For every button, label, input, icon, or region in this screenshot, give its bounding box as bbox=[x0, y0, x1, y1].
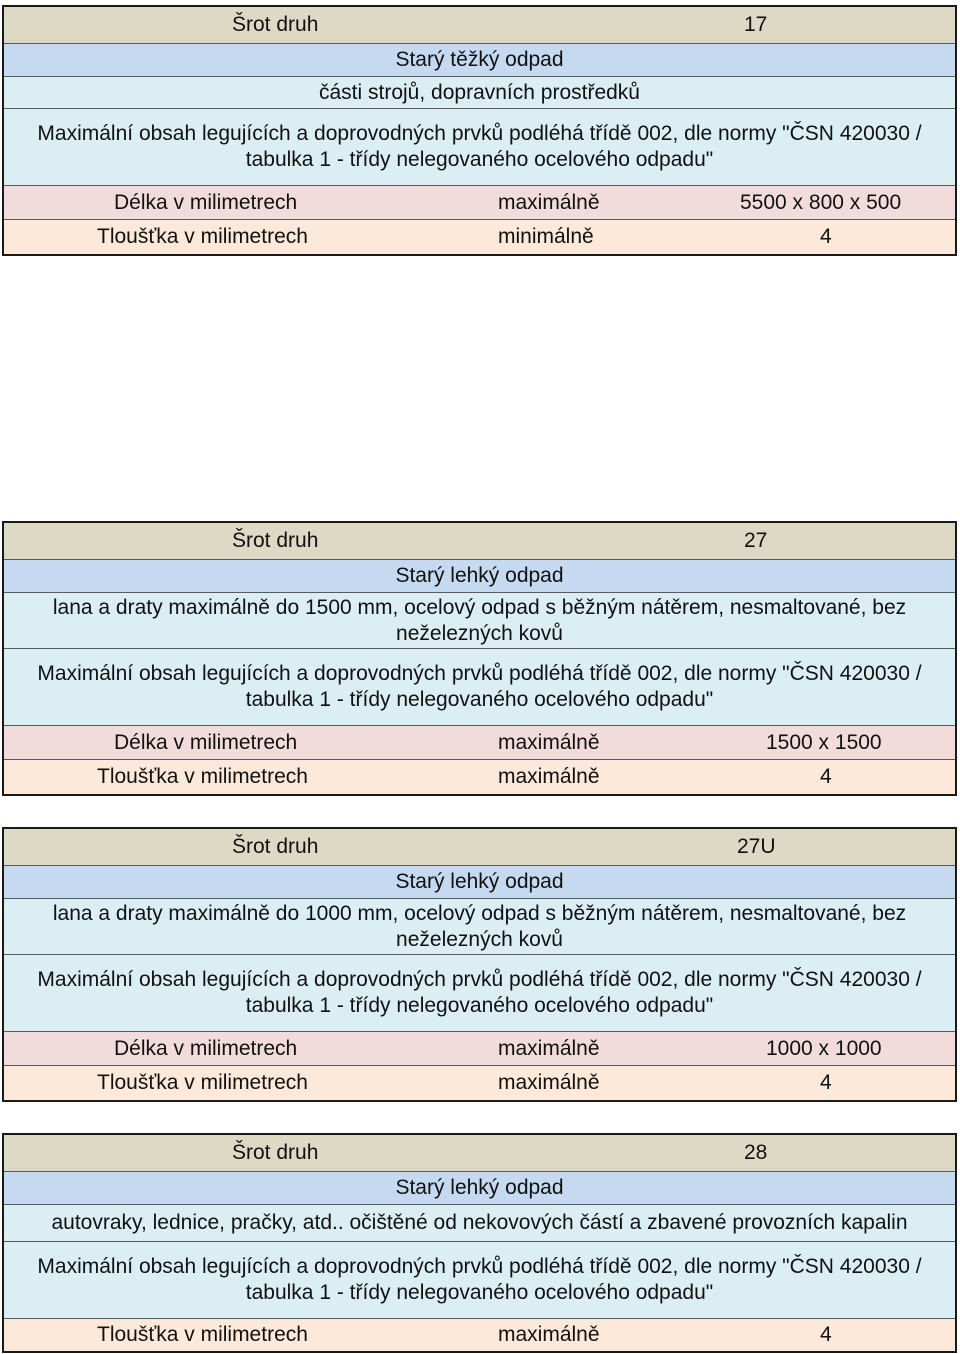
thickness-qualifier: maximálně bbox=[498, 1071, 600, 1094]
scrap-type-label: Šrot druh bbox=[232, 835, 319, 858]
length-label: Délka v milimetrech bbox=[114, 190, 298, 214]
length-qualifier: maximálně bbox=[498, 730, 600, 754]
material-row bbox=[4, 899, 955, 955]
composition-row bbox=[4, 109, 955, 186]
scrap-type-row bbox=[4, 523, 955, 560]
waste-category-row bbox=[4, 866, 955, 899]
length-row bbox=[4, 1032, 955, 1066]
thickness-qualifier: maximálně bbox=[498, 1323, 600, 1346]
composition-note: Maximální obsah legujících a doprovodných prvků podléhá třídě 002, dle normy "ČSN 420030 / tabulka 1 - třídy nelegovaného ocelového odpadu" bbox=[37, 1255, 922, 1304]
thickness-qualifier: minimálně bbox=[498, 225, 594, 248]
length-value: 5500 x 800 x 500 bbox=[740, 190, 902, 214]
length-label: Délka v milimetrech bbox=[114, 1036, 298, 1060]
thickness-label: Tloušťka v milimetrech bbox=[97, 1071, 308, 1094]
length-row bbox=[4, 726, 955, 760]
waste-category-row bbox=[4, 560, 955, 593]
composition-note: Maximální obsah legujících a doprovodných prvků podléhá třídě 002, dle normy "ČSN 420030 / tabulka 1 - třídy nelegovaného ocelového odpadu" bbox=[37, 968, 922, 1017]
composition-row bbox=[4, 1242, 955, 1319]
length-label: Délka v milimetrech bbox=[114, 730, 298, 754]
scrap-type-number: 27U bbox=[737, 835, 776, 858]
thickness-row bbox=[4, 760, 955, 794]
thickness-value: 4 bbox=[820, 765, 832, 788]
scrap-block-28 bbox=[2, 1133, 957, 1353]
material-row bbox=[4, 77, 955, 109]
thickness-qualifier: maximálně bbox=[498, 765, 600, 788]
waste-category: Starý lehký odpad bbox=[395, 564, 564, 587]
length-qualifier: maximálně bbox=[498, 1036, 600, 1060]
material-description: autovraky, lednice, pračky, atd.. očištěné od nekovových částí a zbavené provozních kapalin bbox=[51, 1211, 908, 1234]
composition-row bbox=[4, 649, 955, 726]
scrap-type-row bbox=[4, 7, 955, 44]
thickness-row bbox=[4, 1066, 955, 1100]
material-description: části strojů, dopravních prostředků bbox=[319, 80, 640, 104]
scrap-type-row bbox=[4, 1135, 955, 1172]
scrap-type-label: Šrot druh bbox=[232, 529, 319, 552]
scrap-type-number: 27 bbox=[744, 529, 768, 552]
thickness-value: 4 bbox=[820, 225, 832, 248]
thickness-label: Tloušťka v milimetrech bbox=[97, 765, 308, 788]
scrap-block-17 bbox=[2, 5, 957, 256]
thickness-label: Tloušťka v milimetrech bbox=[97, 1323, 308, 1346]
waste-category: Starý těžký odpad bbox=[395, 48, 564, 71]
scrap-type-number: 28 bbox=[744, 1141, 768, 1164]
scrap-block-27u bbox=[2, 827, 957, 1102]
scrap-block-27 bbox=[2, 521, 957, 796]
composition-note: Maximální obsah legujících a doprovodných prvků podléhá třídě 002, dle normy "ČSN 420030 / tabulka 1 - třídy nelegovaného ocelového odpadu" bbox=[37, 662, 922, 711]
waste-category-row bbox=[4, 1172, 955, 1205]
length-row bbox=[4, 186, 955, 220]
thickness-row bbox=[4, 220, 955, 254]
composition-row bbox=[4, 955, 955, 1032]
material-description: lana a draty maximálně do 1000 mm, ocelový odpad s běžným nátěrem, nesmaltované, bez neželezných kovů bbox=[52, 901, 907, 951]
thickness-row bbox=[4, 1319, 955, 1351]
scrap-type-label: Šrot druh bbox=[232, 13, 319, 36]
thickness-label: Tloušťka v milimetrech bbox=[97, 225, 308, 248]
material-row bbox=[4, 1205, 955, 1242]
scrap-type-label: Šrot druh bbox=[232, 1141, 319, 1164]
composition-note: Maximální obsah legujících a doprovodných prvků podléhá třídě 002, dle normy "ČSN 420030 / tabulka 1 - třídy nelegovaného ocelového odpadu" bbox=[37, 122, 922, 171]
length-value: 1000 x 1000 bbox=[766, 1036, 882, 1060]
thickness-value: 4 bbox=[820, 1071, 832, 1094]
length-value: 1500 x 1500 bbox=[766, 730, 882, 754]
material-row bbox=[4, 593, 955, 649]
length-qualifier: maximálně bbox=[498, 190, 600, 214]
thickness-value: 4 bbox=[820, 1323, 832, 1346]
material-description: lana a draty maximálně do 1500 mm, ocelový odpad s běžným nátěrem, nesmaltované, bez neželezných kovů bbox=[52, 595, 907, 645]
waste-category-row bbox=[4, 44, 955, 77]
waste-category: Starý lehký odpad bbox=[395, 1176, 564, 1199]
waste-category: Starý lehký odpad bbox=[395, 870, 564, 893]
scrap-type-number: 17 bbox=[744, 13, 768, 36]
scrap-type-row bbox=[4, 829, 955, 866]
